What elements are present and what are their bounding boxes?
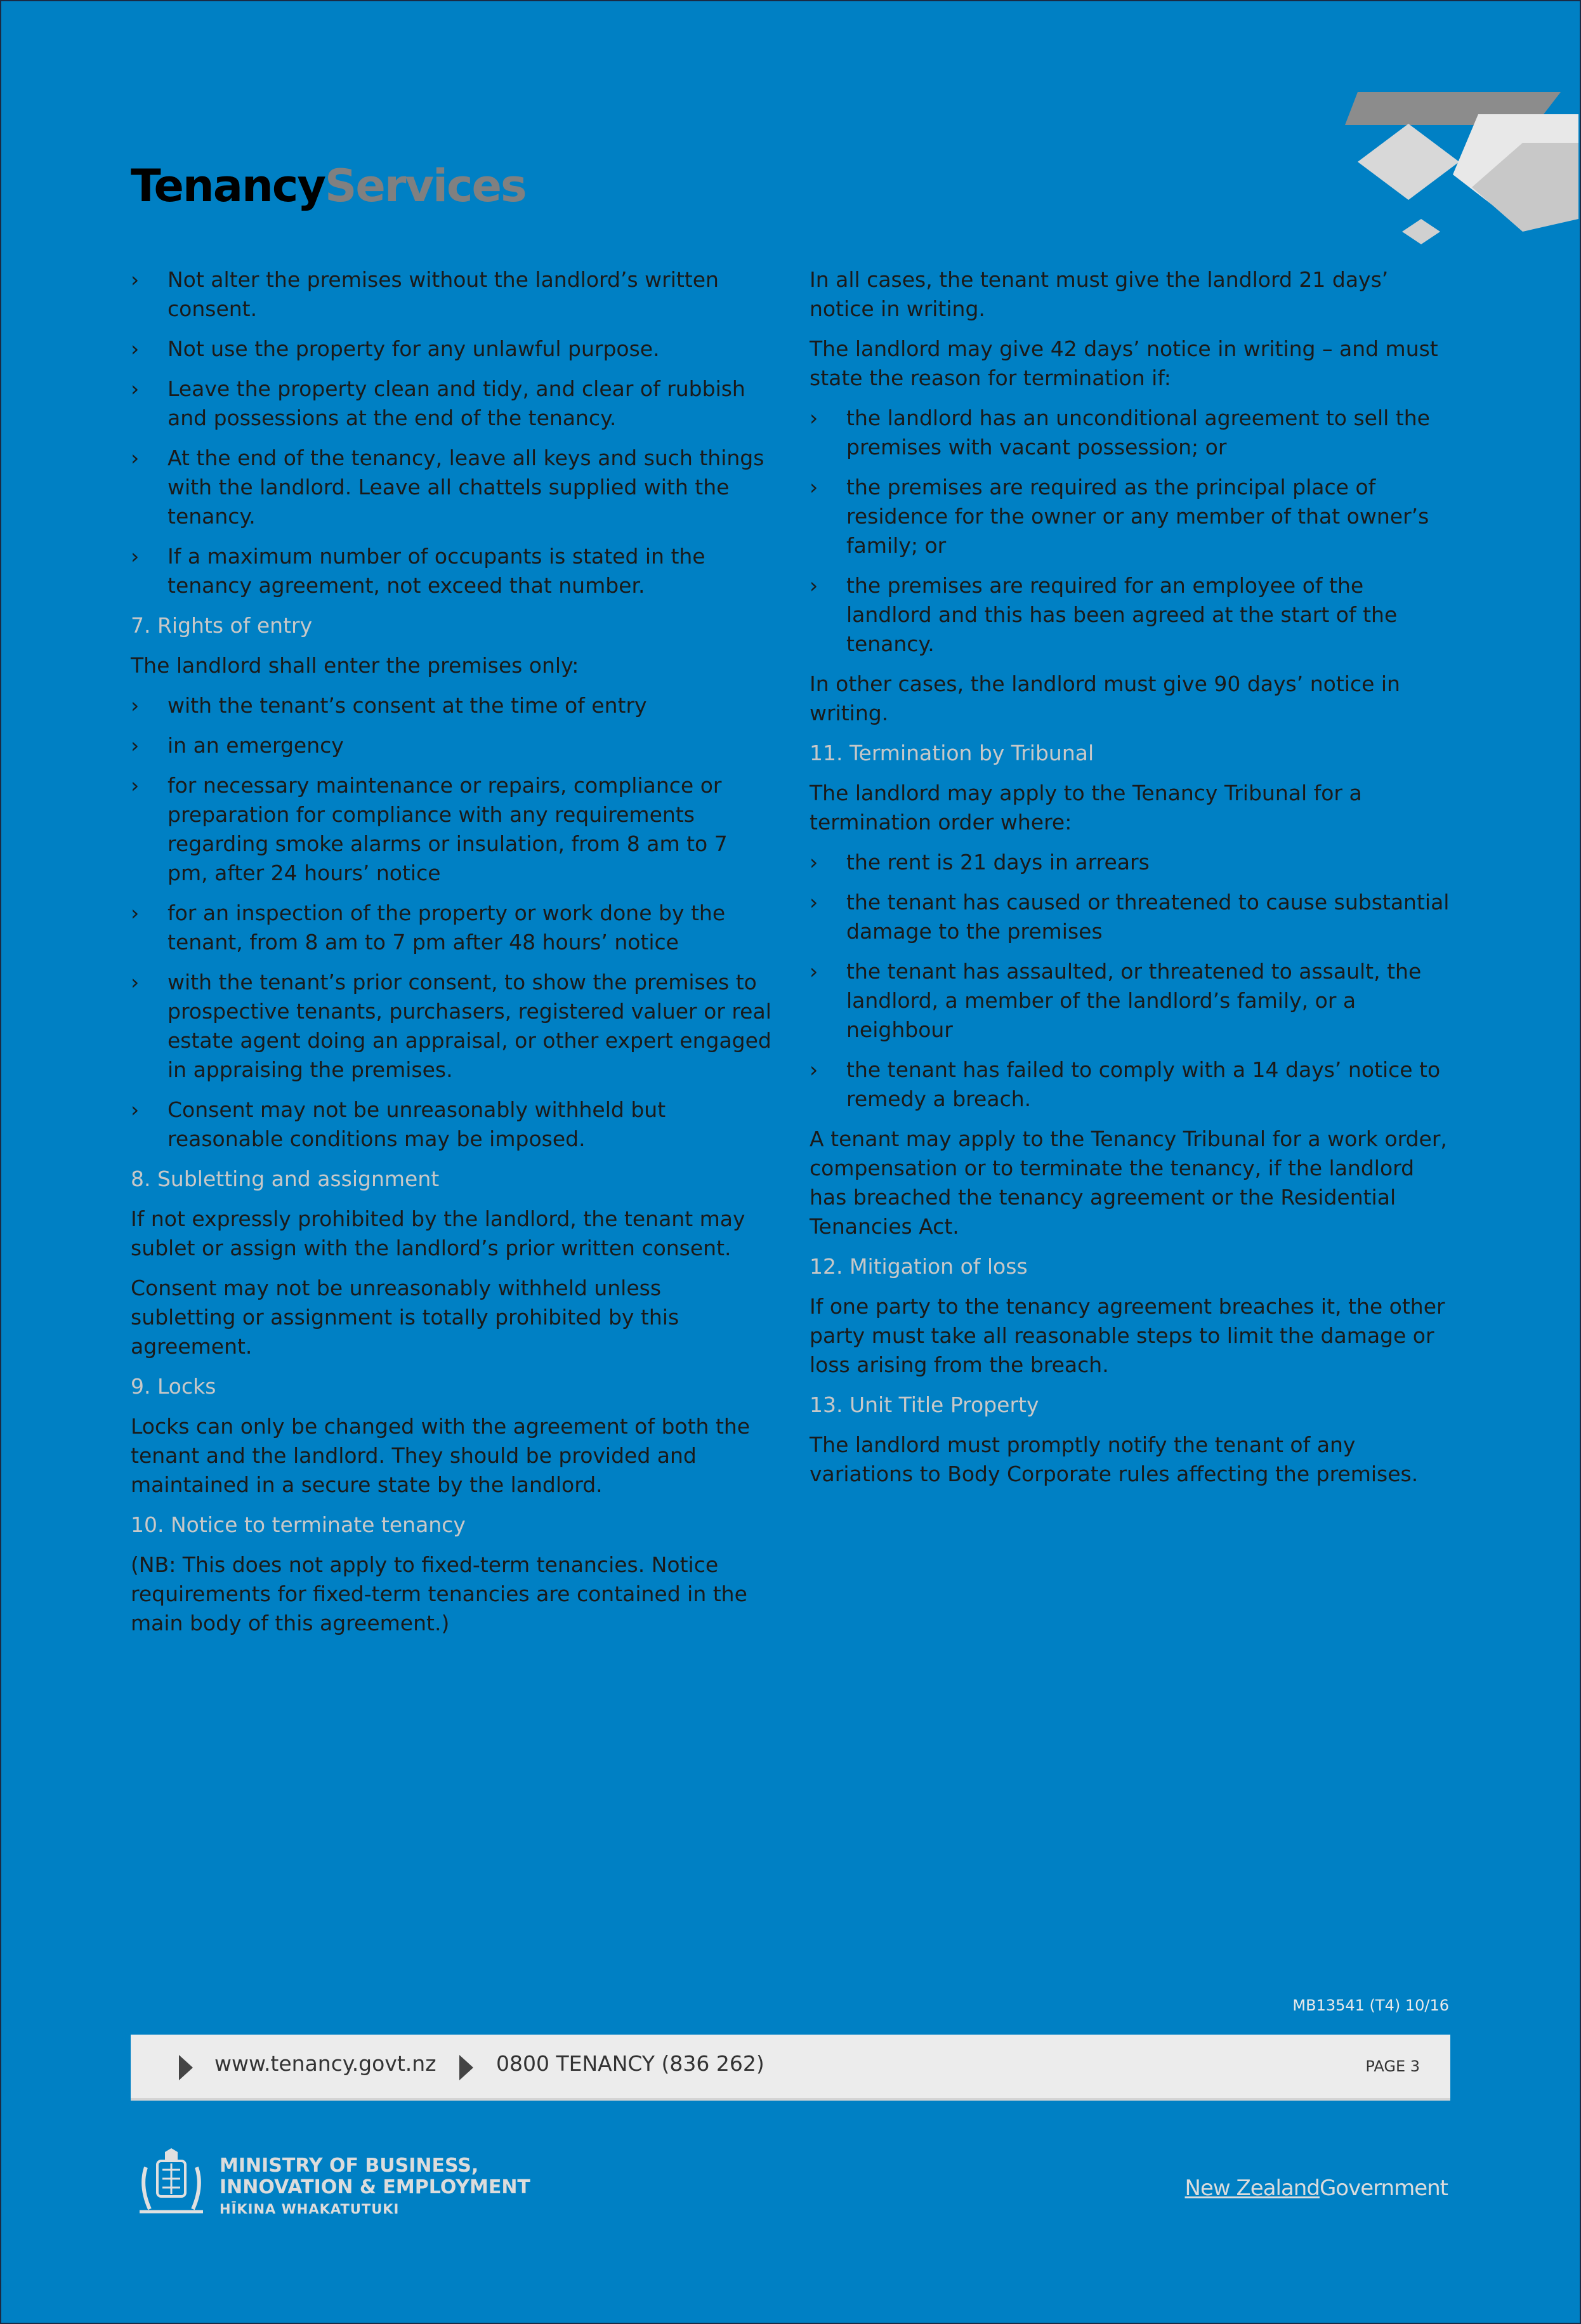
list-item-text: the tenant has caused or threatened to cause substantial damage to the premises	[846, 890, 1450, 944]
list-item	[131, 899, 771, 957]
section-heading: 7. Rights of entry	[131, 613, 313, 638]
list-item	[131, 731, 771, 760]
paragraph: If one party to the tenancy agreement breaches it, the other party must take all reasonable steps to limit the damage or loss arising from the breach.	[810, 1294, 1445, 1377]
phone-number: 0800 TENANCY (836 262)	[496, 2051, 764, 2076]
page-number: PAGE 3	[1365, 2057, 1420, 2075]
list-item-text: the tenant has assaulted, or threatened to assault, the landlord, a member of the landlord’s family, or a neighbour	[846, 959, 1422, 1042]
bullet-chevron-icon: ›	[131, 446, 140, 470]
bullet-chevron-icon: ›	[131, 1097, 140, 1122]
footer-contact-bar	[131, 2035, 1450, 2101]
list-item	[131, 542, 771, 600]
list-item	[810, 404, 1450, 462]
list-item-text: Leave the property clean and tidy, and clear of rubbish and possessions at the end of the tenancy.	[167, 376, 745, 430]
logo-word-services: Services	[324, 160, 526, 212]
document-code: MB13541 (T4) 10/16	[1292, 1997, 1449, 2014]
tenancy-services-logo	[131, 160, 526, 212]
list-item-text: for an inspection of the property or work done by the tenant, from 8 am to 7 pm after 48 hours’ notice	[167, 901, 726, 954]
list-item	[131, 374, 771, 433]
paragraph: Consent may not be unreasonably withheld unless subletting or assignment is totally prohibited by this agreement.	[131, 1276, 679, 1359]
section-heading: 9. Locks	[131, 1374, 216, 1399]
bullet-chevron-icon: ›	[131, 773, 140, 798]
play-arrow-icon	[179, 2055, 193, 2080]
paragraph: If not expressly prohibited by the landlord, the tenant may sublet or assign with the landlord’s prior written consent.	[131, 1206, 745, 1260]
list-item-text: Consent may not be unreasonably withheld but reasonable conditions may be imposed.	[167, 1097, 666, 1151]
list-item	[810, 1055, 1450, 1114]
paragraph: The landlord shall enter the premises only:	[131, 653, 579, 678]
nz-government-logo	[1185, 2175, 1448, 2201]
paragraph: (NB: This does not apply to fixed-term tenancies. Notice requirements for fixed-term tenancies are contained in the main body of this agreement.)	[131, 1552, 747, 1635]
list-item	[131, 771, 771, 888]
list-item-text: the landlord has an unconditional agreement to sell the premises with vacant possession; or	[846, 406, 1430, 459]
nz-coat-of-arms-icon	[133, 2148, 209, 2218]
list-item	[131, 444, 771, 531]
list-item-text: the premises are required as the principal place of residence for the owner or any member of that owner’s family; or	[846, 475, 1429, 558]
section-heading: 12. Mitigation of loss	[810, 1254, 1028, 1279]
paragraph: Locks can only be changed with the agreement of both the tenant and the landlord. They should be provided and maintained in a secure state by the landlord.	[131, 1414, 751, 1497]
paragraph: The landlord may apply to the Tenancy Tribunal for a termination order where:	[810, 781, 1362, 835]
list-item	[810, 888, 1450, 946]
list-item-text: with the tenant’s consent at the time of entry	[167, 693, 647, 718]
list-item-text: Not use the property for any unlawful purpose.	[167, 336, 660, 361]
right-column	[810, 265, 1450, 1500]
logo-word-tenancy: Tenancy	[131, 160, 325, 212]
left-column	[131, 265, 771, 1649]
paragraph: The landlord may give 42 days’ notice in writing – and must state the reason for termination if:	[810, 336, 1438, 390]
ministry-logo-text	[220, 2155, 530, 2220]
list-item	[810, 473, 1450, 560]
play-arrow-icon	[459, 2055, 473, 2080]
list-item-text: the tenant has failed to comply with a 14 days’ notice to remedy a breach.	[846, 1057, 1441, 1111]
bullet-chevron-icon: ›	[810, 890, 818, 914]
paragraph: The landlord must promptly notify the tenant of any variations to Body Corporate rules affecting the premises.	[810, 1432, 1419, 1486]
bullet-chevron-icon: ›	[810, 959, 818, 984]
list-item	[810, 571, 1450, 659]
list-item-text: the rent is 21 days in arrears	[846, 850, 1150, 875]
bullet-chevron-icon: ›	[810, 1057, 818, 1082]
bullet-chevron-icon: ›	[131, 693, 140, 718]
paragraph: In other cases, the landlord must give 90 days’ notice in writing.	[810, 671, 1400, 725]
list-item	[810, 848, 1450, 877]
section-heading: 13. Unit Title Property	[810, 1392, 1039, 1417]
bullet-chevron-icon: ›	[810, 475, 818, 499]
bullet-chevron-icon: ›	[131, 376, 140, 401]
nz-government-part-1: New Zealand	[1184, 2175, 1320, 2201]
list-item	[131, 265, 771, 324]
section-heading: 11. Termination by Tribunal	[810, 741, 1094, 765]
diamond-graphic	[1332, 92, 1578, 244]
list-item	[131, 691, 771, 720]
paragraph: In all cases, the tenant must give the landlord 21 days’ notice in writing.	[810, 267, 1389, 321]
bullet-chevron-icon: ›	[131, 267, 140, 292]
list-item	[131, 1095, 771, 1154]
list-item	[810, 957, 1450, 1045]
list-item-text: for necessary maintenance or repairs, compliance or preparation for compliance with any requirements regarding smoke alarms or insulation, from 8 am to 7 pm, after 24 hours’ notice	[167, 773, 728, 885]
nz-government-part-2: Government	[1319, 2175, 1448, 2201]
bullet-chevron-icon: ›	[131, 901, 140, 925]
section-heading: 10. Notice to terminate tenancy	[131, 1512, 466, 1537]
bullet-chevron-icon: ›	[131, 733, 140, 758]
section-heading: 8. Subletting and assignment	[131, 1166, 440, 1191]
list-item	[131, 334, 771, 364]
bullet-chevron-icon: ›	[131, 336, 140, 361]
bullet-chevron-icon: ›	[810, 573, 818, 598]
bullet-chevron-icon: ›	[810, 850, 818, 875]
ministry-line-1: MINISTRY OF BUSINESS,	[220, 2155, 479, 2177]
paragraph: A tenant may apply to the Tenancy Tribunal for a work order, compensation or to terminate the tenancy, if the landlord has breached the tenancy agreement or the Residential Tenancies Act.	[810, 1126, 1447, 1239]
list-item-text: If a maximum number of occupants is stated in the tenancy agreement, not exceed that number.	[167, 544, 705, 598]
ministry-line-2: INNOVATION & EMPLOYMENT	[220, 2176, 530, 2198]
website-link[interactable]: www.tenancy.govt.nz	[214, 2051, 436, 2076]
bullet-chevron-icon: ›	[810, 406, 818, 430]
list-item-text: with the tenant’s prior consent, to show the premises to prospective tenants, purchasers, registered valuer or real estate agent doing an appraisal, or other expert engaged in appraising the premises.	[167, 970, 771, 1082]
bullet-chevron-icon: ›	[131, 970, 140, 994]
list-item-text: Not alter the premises without the landlord’s written consent.	[167, 267, 719, 321]
list-item	[131, 968, 771, 1085]
ministry-line-3: HĪKINA WHAKATUTUKI	[220, 2202, 400, 2217]
list-item-text: the premises are required for an employee of the landlord and this has been agreed at the start of the tenancy.	[846, 573, 1398, 656]
bullet-chevron-icon: ›	[131, 544, 140, 569]
list-item-text: in an emergency	[167, 733, 344, 758]
list-item-text: At the end of the tenancy, leave all keys and such things with the landlord. Leave all chattels supplied with the tenancy.	[167, 446, 764, 529]
